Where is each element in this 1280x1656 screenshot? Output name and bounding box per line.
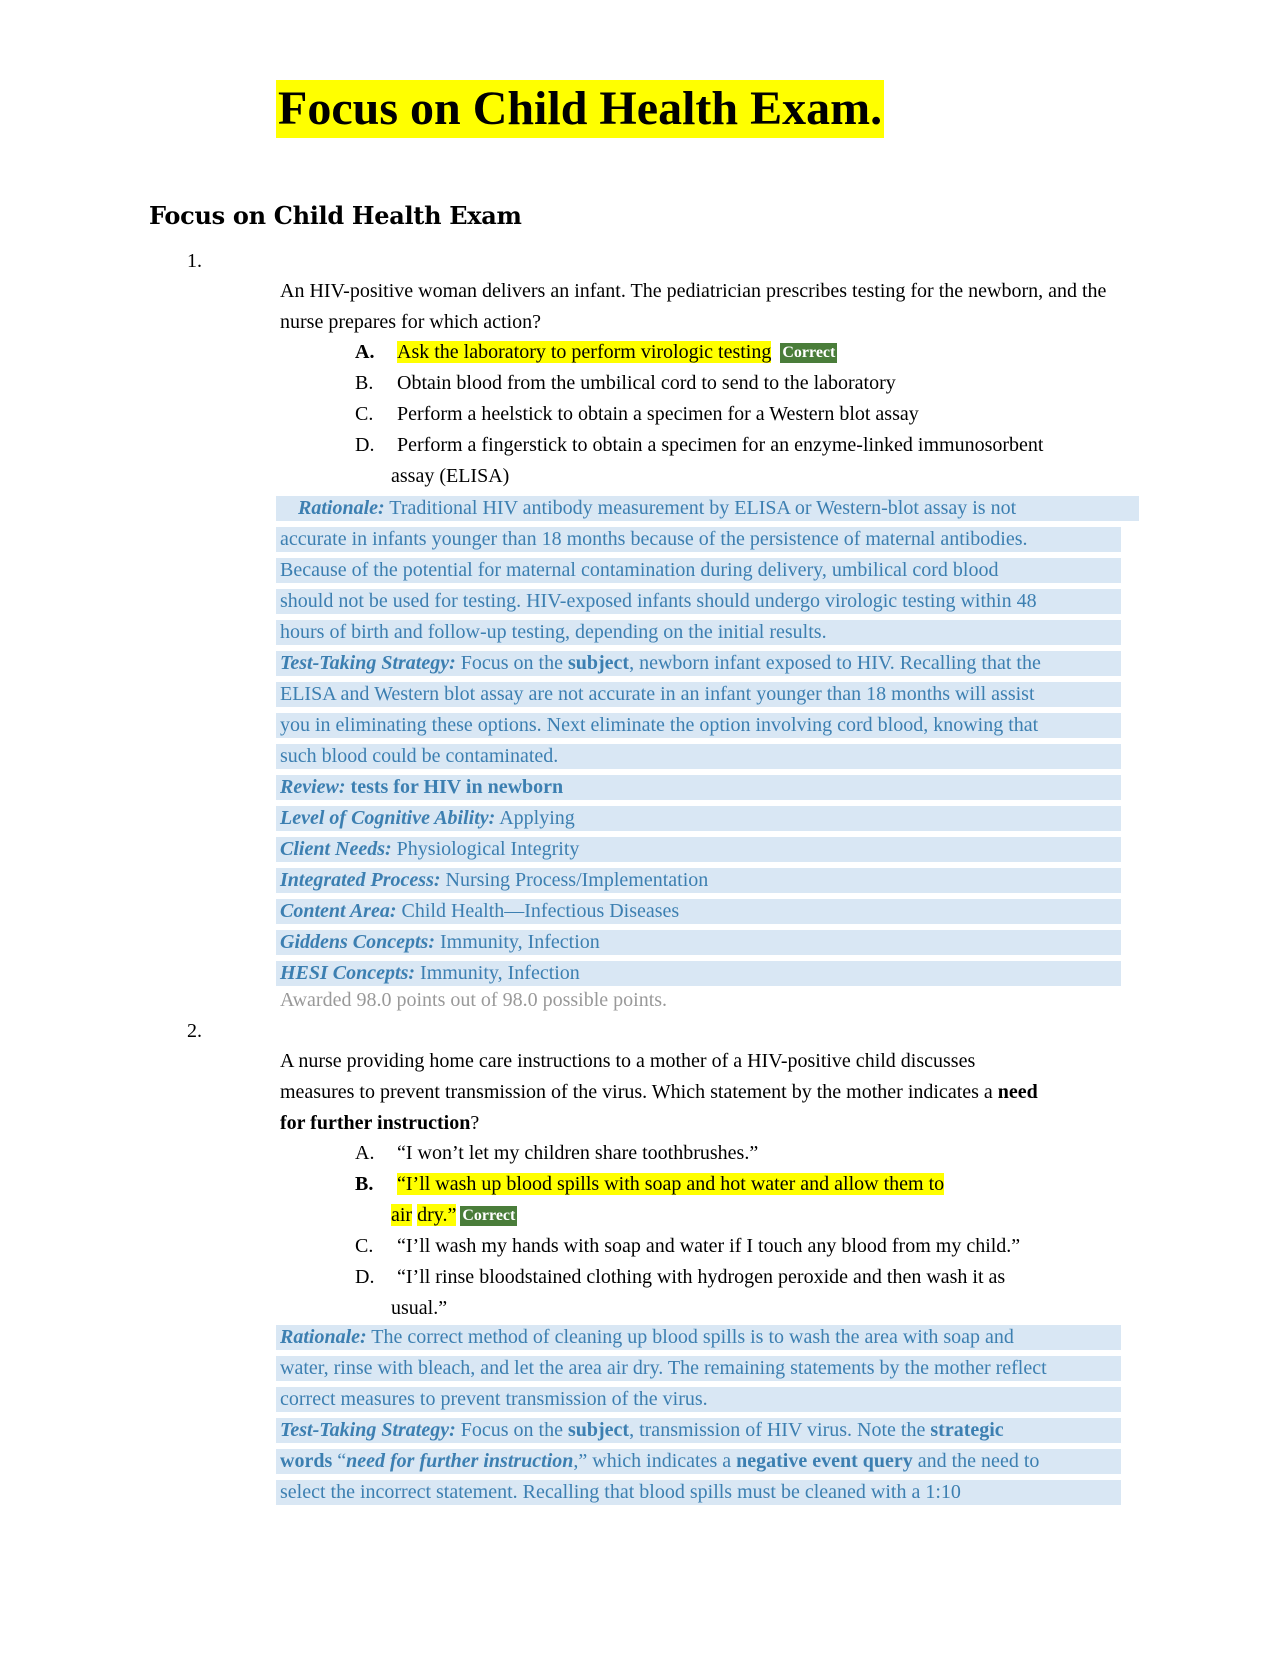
option-text-continued: assay (ELISA)	[391, 465, 510, 487]
option-letter: C.	[355, 403, 374, 425]
option-1c[interactable]	[355, 399, 1115, 430]
option-letter: D.	[355, 1266, 375, 1288]
question-2-options	[355, 1138, 1115, 1324]
question-1-stem: An HIV-positive woman delivers an infant. The pediatrician prescribes testing for the newborn, and the nurse prepares for which action?	[280, 280, 1107, 333]
rationale-line: should not be used for testing. HIV-exposed infants should undergo virologic testing within 48	[276, 589, 1121, 614]
option-text-part: dry.”	[417, 1204, 457, 1226]
review-line	[276, 775, 1121, 800]
strategy-line	[276, 651, 1121, 676]
meta-label: Content Area:	[280, 900, 397, 922]
option-1b[interactable]	[355, 368, 1115, 399]
option-text: “I won’t let my children share toothbrushes.”	[397, 1142, 759, 1164]
option-letter: B.	[355, 1173, 374, 1195]
meta-label: Giddens Concepts:	[280, 931, 435, 953]
stem-line	[280, 1108, 1120, 1139]
meta-label: Client Needs:	[280, 838, 392, 860]
meta-process	[276, 868, 1121, 893]
stem-line	[280, 1077, 1120, 1108]
meta-giddens	[276, 930, 1121, 955]
option-2d[interactable]	[355, 1262, 1115, 1324]
option-letter: C.	[355, 1235, 374, 1257]
meta-label: Integrated Process:	[280, 869, 441, 891]
option-text: “I’ll wash my hands with soap and water if I touch any blood from my child.”	[397, 1235, 1021, 1257]
option-letter: D.	[355, 434, 375, 456]
option-text: Ask the laboratory to perform virologic testing	[397, 341, 772, 363]
question-2-rationale	[276, 1325, 1121, 1511]
option-text: Perform a fingerstick to obtain a specimen for an enzyme-linked immunosorbent	[397, 434, 1044, 456]
strategy-bold: negative event query	[736, 1450, 913, 1472]
correct-badge: Correct	[782, 344, 836, 361]
correct-badge: Correct	[462, 1207, 516, 1224]
question-2-stem	[280, 1046, 1120, 1139]
strategy-bold: words	[280, 1450, 333, 1472]
rationale-line	[276, 496, 1139, 521]
option-1a[interactable]	[355, 337, 1115, 368]
rationale-label: Rationale:	[280, 1326, 367, 1348]
stem-line: A nurse providing home care instructions to a mother of a HIV-positive child discusses	[280, 1050, 976, 1072]
strategy-bold: strategic	[930, 1419, 1004, 1441]
rationale-text: Traditional HIV antibody measurement by ELISA or Western-blot assay is not	[384, 497, 1017, 519]
meta-value: Nursing Process/Implementation	[440, 869, 709, 891]
option-text-continued: usual.”	[391, 1297, 448, 1319]
strategy-text: , transmission of HIV virus. Note the	[629, 1419, 931, 1441]
option-text: Obtain blood from the umbilical cord to send to the laboratory	[397, 372, 896, 394]
stem-bold: for further instruction	[280, 1112, 471, 1134]
awarded-points: Awarded 98.0 points out of 98.0 possible points.	[280, 989, 668, 1011]
rationale-label: Rationale:	[298, 497, 385, 519]
strategy-line: you in eliminating these options. Next eliminate the option involving cord blood, knowing that	[276, 713, 1121, 738]
option-2b[interactable]	[355, 1169, 1115, 1231]
stem-text: ?	[470, 1112, 480, 1134]
strategy-line: select the incorrect statement. Recalling that blood spills must be cleaned with a 1:10	[276, 1480, 1121, 1505]
strategy-text: “	[332, 1450, 347, 1472]
meta-cognitive	[276, 806, 1121, 831]
stem-bold: need	[997, 1081, 1038, 1103]
strategy-text: ,” which indicates a	[573, 1450, 737, 1472]
option-2a[interactable]	[355, 1138, 1115, 1169]
strategy-line: ELISA and Western blot assay are not accurate in an infant younger than 18 months will assist	[276, 682, 1121, 707]
strategy-line: such blood could be contaminated.	[276, 744, 1121, 769]
question-1-number: 1.	[187, 250, 202, 272]
option-text: “I’ll rinse bloodstained clothing with hydrogen peroxide and then wash it as	[397, 1266, 1006, 1288]
meta-value: Child Health—Infectious Diseases	[396, 900, 680, 922]
stem-text: measures to prevent transmission of the virus. Which statement by the mother indicates a	[280, 1081, 998, 1103]
meta-client-needs	[276, 837, 1121, 862]
strategy-label: Test-Taking Strategy:	[280, 652, 456, 674]
rationale-line: accurate in infants younger than 18 months because of the persistence of maternal antibodies.	[276, 527, 1121, 552]
option-text: “I’ll wash up blood spills with soap and hot water and allow them to	[397, 1173, 945, 1195]
strategy-label: Test-Taking Strategy:	[280, 1419, 456, 1441]
rationale-text: The correct method of cleaning up blood spills is to wash the area with soap and	[366, 1326, 1014, 1348]
meta-value: Physiological Integrity	[391, 838, 580, 860]
meta-value: Immunity, Infection	[435, 931, 600, 953]
review-label: Review:	[280, 776, 346, 798]
meta-value: Applying	[495, 807, 575, 829]
meta-label: Level of Cognitive Ability:	[280, 807, 496, 829]
option-letter: B.	[355, 372, 374, 394]
section-title: Focus on Child Health Exam	[149, 201, 522, 230]
option-letter: A.	[355, 1142, 375, 1164]
strategy-text: and the need to	[912, 1450, 1040, 1472]
rationale-line: hours of birth and follow-up testing, depending on the initial results.	[276, 620, 1121, 645]
meta-value: Immunity, Infection	[415, 962, 580, 984]
question-1-rationale	[276, 496, 1121, 992]
strategy-line	[276, 1418, 1121, 1443]
strategy-text: Focus on the	[455, 1419, 568, 1441]
strategy-bold: subject	[567, 1419, 630, 1441]
strategy-bold: subject	[567, 652, 630, 674]
meta-hesi	[276, 961, 1121, 986]
question-2-number: 2.	[187, 1020, 202, 1042]
strategy-text: Focus on the	[455, 652, 568, 674]
option-letter: A.	[355, 341, 375, 363]
question-1-options	[355, 337, 1115, 492]
strategy-bold-italic: need for further instruction	[346, 1450, 574, 1472]
rationale-line: correct measures to prevent transmission of the virus.	[276, 1387, 1121, 1412]
meta-content-area	[276, 899, 1121, 924]
strategy-text: , newborn infant exposed to HIV. Recalling that the	[629, 652, 1041, 674]
option-text-part: air	[391, 1204, 413, 1226]
option-text-continued	[391, 1200, 1115, 1231]
option-1d[interactable]	[355, 430, 1115, 492]
review-value: tests for HIV in newborn	[345, 776, 564, 798]
page-title: Focus on Child Health Exam.	[276, 80, 884, 138]
meta-label: HESI Concepts:	[280, 962, 416, 984]
rationale-line: water, rinse with bleach, and let the area air dry. The remaining statements by the mother reflect	[276, 1356, 1121, 1381]
rationale-line	[276, 1325, 1121, 1350]
option-text: Perform a heelstick to obtain a specimen for a Western blot assay	[397, 403, 919, 425]
strategy-line	[276, 1449, 1121, 1474]
option-2c[interactable]	[355, 1231, 1115, 1262]
rationale-line: Because of the potential for maternal contamination during delivery, umbilical cord blood	[276, 558, 1121, 583]
